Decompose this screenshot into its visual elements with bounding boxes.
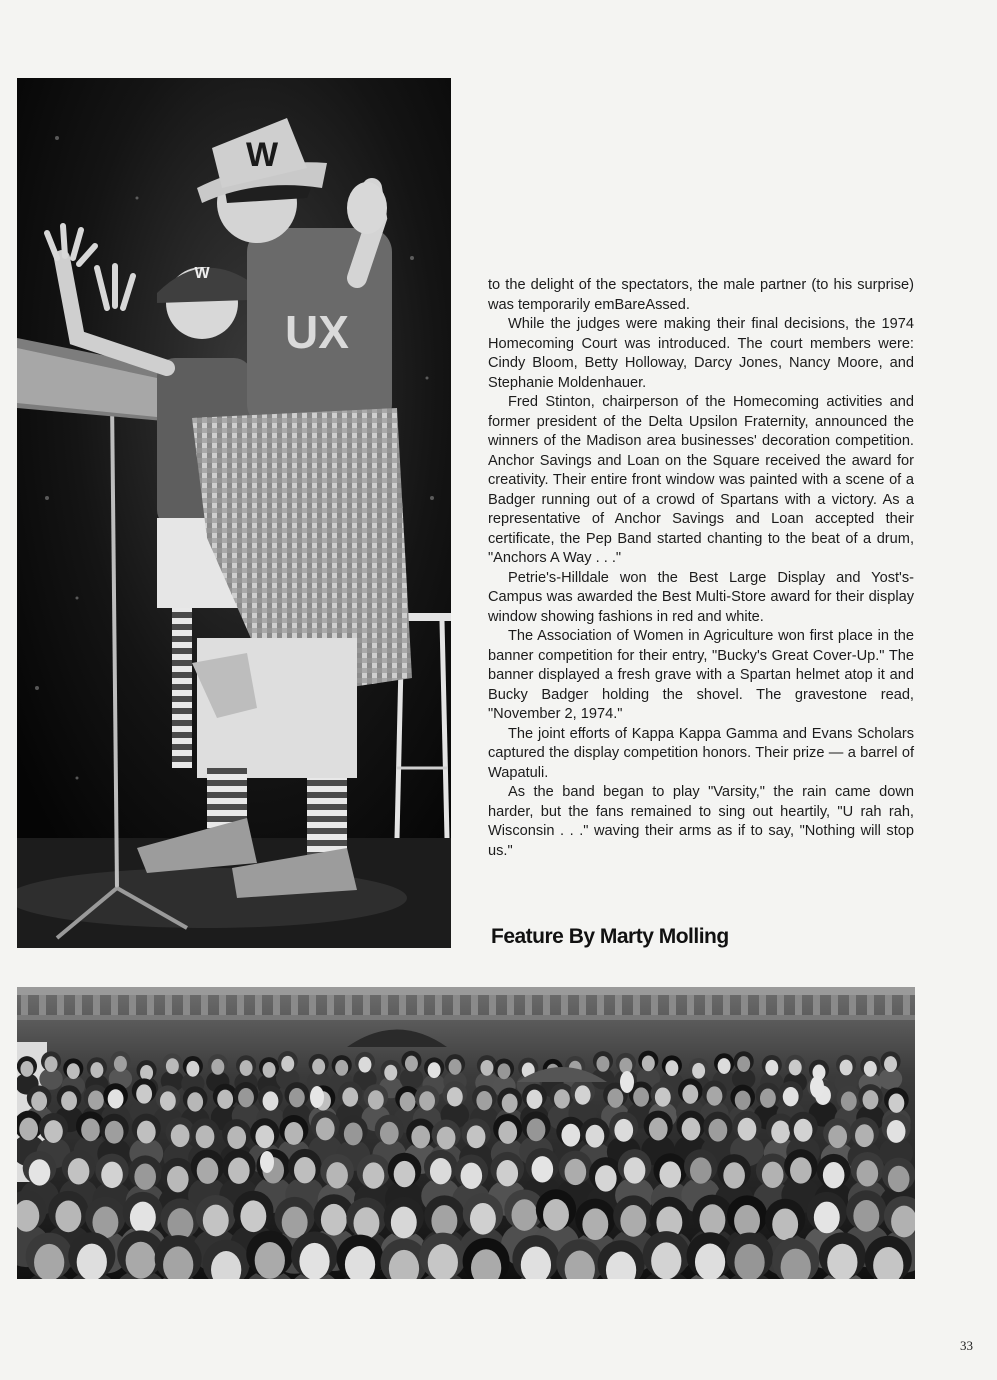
stage-performers-photo <box>17 78 451 948</box>
crowd-photo <box>17 987 915 1279</box>
feature-byline: Feature By Marty Molling <box>491 925 729 948</box>
svg-text:W: W <box>194 265 210 282</box>
svg-text:W: W <box>245 136 279 174</box>
article-paragraph: As the band began to play "Varsity," the rain came down harder, but the fans remained to sing out heartily, "U rah rah, Wisconsin . . ." waving their arms as if to say, "Nothing will stop us." <box>488 784 914 859</box>
svg-text:UX: UX <box>285 306 349 358</box>
article-paragraph: While the judges were making their final decisions, the 1974 Homecoming Court was introduced. The court members were: Cindy Bloom, Betty Holloway, Darcy Jones, Nancy Moore, and Stephanie Moldenhauer. <box>488 316 914 391</box>
article-paragraph: The Association of Women in Agriculture won first place in the banner competition for their entry, "Bucky's Great Cover-Up." The banner displayed a fresh grave with a Spartan helmet atop it and Bucky Badger holding the shovel. The gravestone read, "November 2, 1974." <box>488 628 914 722</box>
article-paragraph: The joint efforts of Kappa Kappa Gamma and Evans Scholars captured the display competition honors. Their prize — a barrel of Wapatuli. <box>488 725 914 781</box>
article-paragraph: Petrie's-Hilldale won the Best Large Display and Yost's-Campus was awarded the Best Multi-Store award for their display window showing fashions in red and white. <box>488 569 914 625</box>
article-paragraph: Fred Stinton, chairperson of the Homecoming activities and former president of the Delta Upsilon Fraternity, announced the winners of the Madison area businesses' decoration competition. Anchor Savings and Loan on the Square received the award for creativity. Their entire front window was painted with a scene of a Badger running out of a crowd of Spartans with a victory. As a representative of Anchor Savings and Loan accepted their certificate, the Pep Band started chanting to the beat of a drum, "Anchors A Way . . ." <box>488 394 914 566</box>
page-number: 33 <box>960 1338 973 1353</box>
article-body <box>488 276 914 861</box>
article-paragraph: to the delight of the spectators, the male partner (to his surprise) was temporarily emBareAssed. <box>488 277 914 313</box>
